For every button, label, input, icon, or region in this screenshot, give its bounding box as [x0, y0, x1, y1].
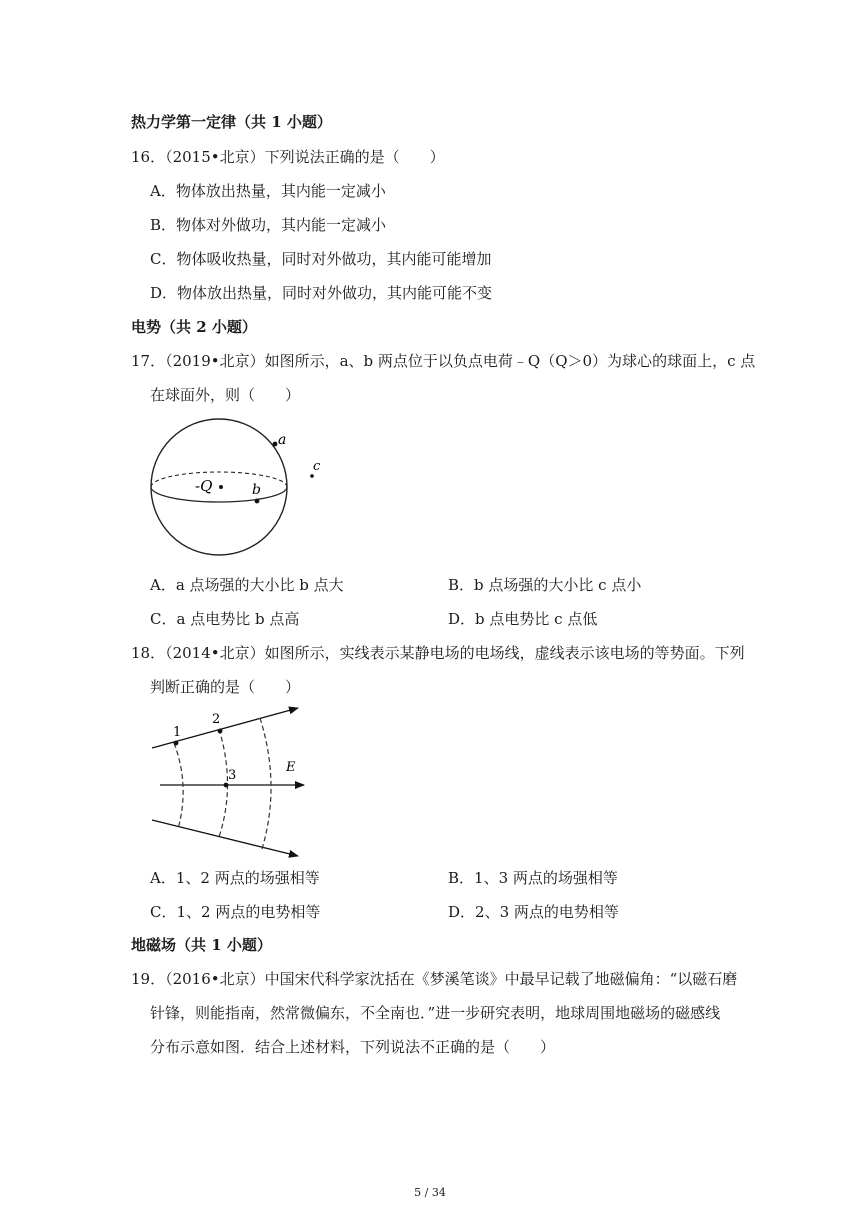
section-heading-geomagnetic: 地磁场（共 1 小题） — [131, 936, 272, 954]
question-18-option-d: D．2、3 两点的电势相等 — [448, 903, 619, 921]
question-19-stem-line1: 19．（2016•北京）中国宋代科学家沈括在《梦溪笔谈》中最早记载了地磁偏角：“以磁石磨 — [131, 970, 738, 988]
field-line-figure — [148, 703, 310, 861]
field-e-label: E — [286, 760, 296, 775]
question-16-option-c: C．物体吸收热量，同时对外做功，其内能可能增加 — [150, 250, 492, 268]
question-18-option-c: C．1、2 两点的电势相等 — [150, 903, 321, 921]
point-c-dot — [310, 474, 314, 478]
question-18-option-a: A．1、2 两点的场强相等 — [150, 869, 320, 887]
question-16-stem: 16．（2015•北京）下列说法正确的是（ ） — [131, 148, 445, 166]
question-17-stem-line2: 在球面外，则（ ） — [150, 386, 301, 404]
equipotential-1 — [174, 743, 183, 829]
question-19-stem-line3: 分布示意如图．结合上述材料，下列说法不正确的是（ ） — [150, 1038, 556, 1056]
question-16-option-a: A．物体放出热量，其内能一定减小 — [150, 182, 386, 200]
charge-dot — [219, 485, 223, 489]
point-1-dot — [174, 741, 179, 746]
section-heading-potential: 电势（共 2 小题） — [131, 318, 257, 336]
question-17-option-d: D．b 点电势比 c 点低 — [448, 610, 598, 628]
section-heading-thermodynamics: 热力学第一定律（共 1 小题） — [131, 113, 332, 131]
point-2-label: 2 — [212, 712, 221, 727]
point-3-label: 3 — [228, 768, 237, 783]
point-2-dot — [218, 729, 223, 734]
point-c-label: c — [313, 459, 321, 474]
page-number: 5 / 34 — [414, 1186, 446, 1199]
field-line-bottom — [152, 820, 298, 856]
question-18-stem-line1: 18．（2014•北京）如图所示，实线表示某静电场的电场线，虚线表示该电场的等势面。下列 — [131, 644, 745, 662]
question-16-option-b: B．物体对外做功，其内能一定减小 — [150, 216, 387, 234]
equipotential-3 — [260, 718, 271, 849]
sphere-figure — [150, 416, 330, 558]
point-b-dot — [255, 499, 260, 504]
equator-back — [151, 472, 287, 487]
question-18-stem-line2: 判断正确的是（ ） — [150, 678, 301, 696]
charge-label: -Q — [195, 477, 213, 495]
question-17-option-a: A．a 点场强的大小比 b 点大 — [150, 576, 344, 594]
question-18-option-b: B．1、3 两点的场强相等 — [448, 869, 618, 887]
question-17-stem-line1: 17．（2019•北京）如图所示，a、b 两点位于以负点电荷﹣Q（Q＞0）为球心的球面上，c 点 — [131, 352, 756, 370]
question-17-option-b: B．b 点场强的大小比 c 点小 — [448, 576, 642, 594]
question-19-stem-line2: 针锋，则能指南，然常微偏东，不全南也．”进一步研究表明，地球周围地磁场的磁感线 — [150, 1004, 721, 1022]
point-a-label: a — [278, 432, 287, 448]
point-1-label: 1 — [173, 725, 182, 740]
point-3-dot — [224, 783, 229, 788]
point-a-dot — [273, 442, 278, 447]
point-b-label: b — [252, 482, 261, 498]
question-16-option-d: D．物体放出热量，同时对外做功，其内能可能不变 — [150, 284, 493, 302]
question-17-option-c: C．a 点电势比 b 点高 — [150, 610, 300, 628]
equator-front — [151, 487, 287, 502]
